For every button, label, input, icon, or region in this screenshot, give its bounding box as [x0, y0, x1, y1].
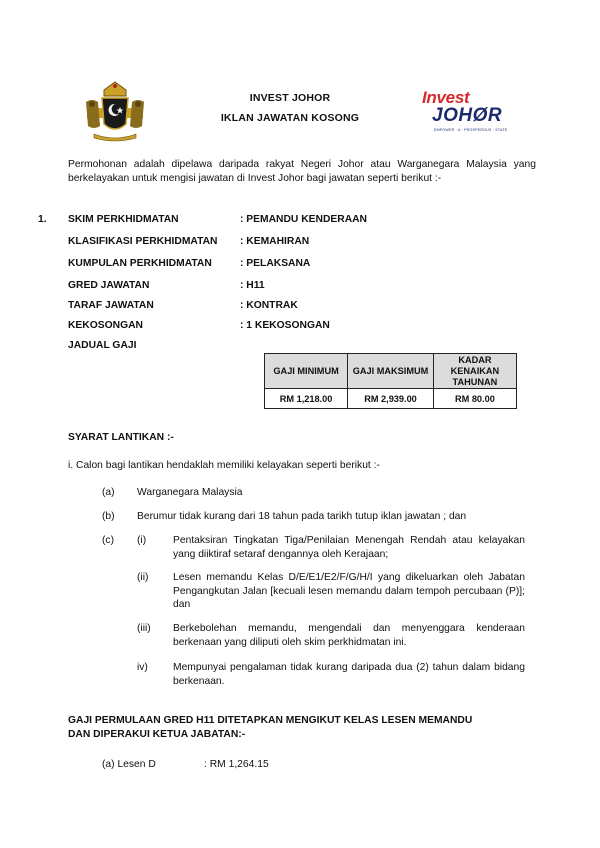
list-marker: (c) — [102, 535, 115, 546]
item-number: 1. — [38, 214, 47, 225]
invest-johor-logo — [420, 88, 520, 138]
detail-label: KEKOSONGAN — [68, 320, 143, 331]
sub-list-marker: (ii) — [137, 572, 149, 583]
detail-value: : KEMAHIRAN — [240, 236, 310, 247]
gaji-note-line2: DAN DIPERAKUI KETUA JABATAN:- — [68, 729, 246, 740]
sub-list-item: Berkebolehan memandu, mengendali dan menyenggara kenderaan berkenaan yang diliputi oleh skim perkhidmatan ini. — [173, 623, 525, 648]
table-header-cell: KADAR KENAIKAN TAHUNAN — [433, 354, 516, 389]
detail-value: : PELAKSANA — [240, 258, 311, 269]
table-header-cell: GAJI MAKSIMUM — [348, 354, 434, 389]
detail-label: GRED JAWATAN — [68, 280, 150, 291]
lesen-value: : RM 1,264.15 — [204, 759, 269, 770]
sub-list-item: Mempunyai pengalaman tidak kurang daripada dua (2) tahun dalam bidang berkenaan. — [173, 662, 525, 687]
gaji-note-line1: GAJI PERMULAAN GRED H11 DITETAPKAN MENGIKUT KELAS LESEN MEMANDU — [68, 715, 473, 726]
salary-table-header-row — [265, 354, 517, 389]
header-subtitle: IKLAN JAWATAN KOSONG — [220, 112, 360, 124]
list-item: Warganegara Malaysia — [137, 487, 243, 498]
detail-value: : H11 — [240, 280, 265, 291]
detail-label: KLASIFIKASI PERKHIDMATAN — [68, 236, 218, 247]
table-cell: RM 1,218.00 — [265, 389, 348, 409]
list-marker: (b) — [102, 511, 115, 522]
table-cell: RM 80.00 — [433, 389, 516, 409]
salary-table-value-row — [265, 389, 517, 409]
logo-word-johor: JOHØR — [432, 105, 503, 126]
list-item: Berumur tidak kurang dari 18 tahun pada tarikh tutup iklan jawatan ; dan — [137, 511, 467, 522]
list-marker: (a) — [102, 487, 115, 498]
detail-value: : 1 KEKOSONGAN — [240, 320, 330, 331]
logo-tagline: EMPOWER · A · PROSPEROUS · STATE — [434, 128, 508, 132]
sub-list-marker: iv) — [137, 662, 148, 673]
intro-paragraph: Permohonan adalah dipelawa daripada rakyat Negeri Johor atau Warganegara Malaysia yang berkelayakan untuk mengisi jawatan di Invest Johor bagi jawatan seperti berikut :- — [68, 159, 536, 184]
sub-list-marker: (iii) — [137, 623, 151, 634]
detail-label: KUMPULAN PERKHIDMATAN — [68, 258, 212, 269]
syarat-title: SYARAT LANTIKAN :- — [68, 432, 174, 443]
salary-table — [264, 353, 517, 409]
syarat-intro: i. Calon bagi lantikan hendaklah memiliki kelayakan seperti berikut :- — [68, 460, 380, 471]
sub-list-item: Pentaksiran Tingkatan Tiga/Penilaian Menengah Rendah atau kelayakan yang diiktiraf setaraf dengannya oleh Kerajaan; — [173, 535, 525, 560]
detail-value: : PEMANDU KENDERAAN — [240, 214, 367, 225]
detail-label: SKIM PERKHIDMATAN — [68, 214, 179, 225]
sub-list-item: Lesen memandu Kelas D/E/E1/E2/F/G/H/I yang dikeluarkan oleh Jabatan Pengangkutan Jalan [kecuali lesen memandu dalam tempoh percubaan (P)]; dan — [173, 572, 525, 610]
detail-value: : KONTRAK — [240, 300, 298, 311]
header-title: INVEST JOHOR — [249, 92, 331, 104]
lesen-label: (a) Lesen D — [102, 759, 156, 770]
sub-list-marker: (i) — [137, 535, 147, 546]
detail-label: JADUAL GAJI — [68, 340, 137, 351]
table-header-cell: GAJI MINIMUM — [265, 354, 348, 389]
table-cell: RM 2,939.00 — [348, 389, 434, 409]
detail-label: TARAF JAWATAN — [68, 300, 154, 311]
logo-word-invest: Invest — [422, 88, 470, 107]
johor-crest-logo — [82, 80, 148, 144]
